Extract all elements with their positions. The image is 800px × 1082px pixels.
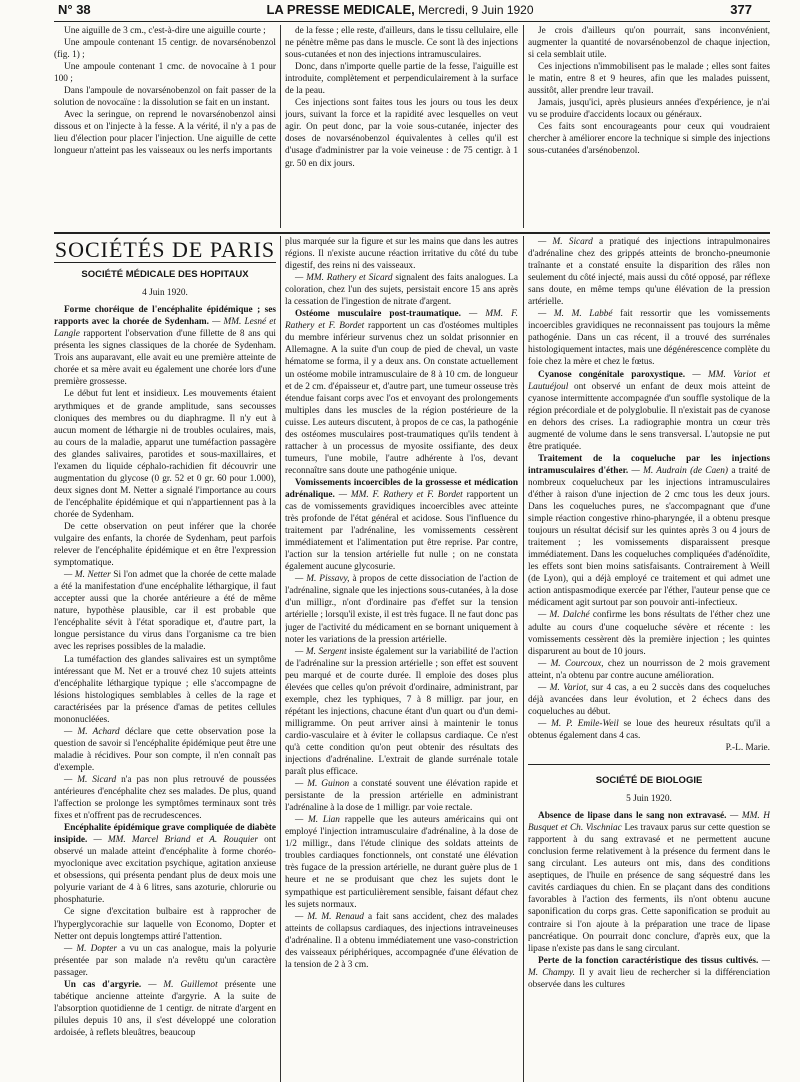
author-names: — M. Audrain (de Caen) bbox=[628, 465, 729, 476]
author-names: — MM. F. Rathery et F. Bordet bbox=[334, 489, 463, 500]
column-2 bbox=[285, 236, 518, 1082]
author-names: — M. M. Labbé bbox=[538, 309, 613, 320]
paragraph bbox=[54, 654, 276, 726]
header-rule bbox=[54, 21, 770, 22]
paragraph-text: Le début fut lent et insidieux. Les mouvements étaient arythmiques et de grande amplitude, sans secousses cloniques des membres ou du diaphragme. Il n'y eut à aucun moment de léthargie ni de troubles oculaires, mais, au cours de la maladie, apparut une tuméfaction passagère des glandes salivaires, parotides et sous-maxillaires, et l'examen du liquide céphalo-rachidien fit découvrir une augmentation du glycose (0 gr. 52 et 0 gr. 60 pour 1.000), deux signes dont M. Netter a signalé l'importance au cours de l'encéphalite épidémique et qui n'appartiennent pas à la chorée de Sydenham. bbox=[54, 389, 276, 520]
paragraph-text: chez un nourrisson de 2 mois gravement atteint, n'a obtenu par contre aucune amélioration. bbox=[528, 658, 770, 681]
paragraph bbox=[285, 477, 518, 573]
paragraph-text: à propos de cette dissociation de l'action de l'adrénaline, signale que les injections sous-cutanées, à la dose d'un milligr., n'ont d'ordinaire pas d'effet sur la tension artérielle ; lorsqu'il existe, il est très fugace. Il ne faut donc pas juger de l'activité du médicament en se bornant uniquement à noter les variations de la pression artérielle. bbox=[285, 574, 518, 645]
author-names: — M. Variot, bbox=[538, 682, 589, 693]
paragraph-text: Si l'on admet que la chorée de cette malade a été la manifestation d'une encéphalite léthargique, il faut accepter aussi que la chorée antérieure a été de même nature, hypothèse plausible, car il est probable que l'encéphalite sévit à l'état sporadique et, d'autre part, la longue persistance du virus dans l'organisme ca tre bien avec les reprises possibles de la maladie. bbox=[54, 570, 276, 653]
top-column-3 bbox=[528, 25, 770, 231]
paragraph-text: insiste également sur la variabilité de l'action de l'adrénaline sur la pression artérielle ; son effet est souvent peu marqué et de courte durée. Il emploie des doses plus élevées que celles qu'on prévoit d'ordinaire, administrant, par exemple, chez les typhiques, 7 à 8 milligr. par jour, en répétant les injections, chacune étant d'un quart ou d'un demi-milligramme. On peut arriver ainsi à maintenir le tonus cardio-vasculaire et à éviter le collapsus cardiaque. Ce n'est qu'à cette condition qu'on peut obtenir des résultats des injections d'adrénaline. L'extrait de glande surrénale totale paraît plus efficace. bbox=[285, 646, 518, 778]
paragraph-text: Il y avait lieu de rechercher si la différenciation observée dans les cultures bbox=[528, 967, 770, 990]
article-heading: Ostéome musculaire post-traumatique. bbox=[295, 309, 461, 320]
paragraph-text: Ce signe d'excitation bulbaire est à rapprocher de l'hyperglycorachie sur laquelle von Economo, Dopter et Netter ont depuis longtemps attiré l'attention. bbox=[54, 907, 276, 942]
societe-biologie-title: SOCIÉTÉ DE BIOLOGIE bbox=[595, 775, 703, 787]
article-heading: Vomissements incoercibles de la grossesse et médication adrénalique. bbox=[285, 477, 518, 500]
author-names: — MM. Lesné et Langle bbox=[54, 317, 276, 340]
paragraph: Jamais, jusqu'ici, après plusieurs années d'expérience, je n'ai vu se produire d'accidents locaux ou généraux. bbox=[528, 98, 770, 121]
author-names: — M. Dalché bbox=[538, 610, 590, 621]
paragraph bbox=[285, 236, 518, 272]
paragraph: de la fesse ; elle reste, d'ailleurs, dans le tissu cellulaire, elle ne pénètre même pas dans le muscle. Ce sont là des injections sous-cutanées et non des injections intramusculaires. bbox=[285, 26, 518, 61]
top-column-2 bbox=[285, 25, 518, 231]
paragraph bbox=[285, 573, 518, 645]
section-rule bbox=[528, 764, 770, 765]
issue-number: N° 38 bbox=[58, 2, 91, 17]
paragraph-text: ont observé un malade atteint d'encéphalite à forme choréo-myoclonique avec excitation psychique, agitation anxieuse et obsessions, qui présenta pendant plus de deux mois une polyurie variant de 4 à 6 litres, sans azoturie, chlorurie ou phosphaturie. bbox=[54, 835, 276, 906]
paragraph bbox=[54, 979, 276, 1039]
paragraph-text: De cette observation on peut inférer que la chorée vulgaire des enfants, la chorée de Sydenham, peut parfois relever de l'encéphalite épidémique et en être l'expression symptomatique. bbox=[54, 521, 276, 569]
paragraph bbox=[528, 955, 770, 991]
paragraph-text: se loue des heureux résultats qu'il a obtenus également dans 4 cas. bbox=[528, 718, 770, 741]
paragraph bbox=[285, 778, 518, 814]
column-1-body bbox=[54, 304, 276, 1039]
paragraph bbox=[528, 682, 770, 718]
column-3-body bbox=[528, 236, 770, 742]
column-divider bbox=[280, 236, 281, 1082]
author-names: — MM. Rathery et Sicard bbox=[295, 273, 393, 284]
session-date: 4 Juin 1920. bbox=[142, 288, 188, 299]
author-names: — M. Sicard bbox=[64, 774, 117, 785]
author-names: — M. M. Renaud bbox=[295, 911, 364, 922]
paragraph-text: rappelle que les auteurs américains qui ont employé l'injection intramusculaire d'adrénaline, à la dose de 1/2 milligr., dans l'étude clinique des soldats atteints de troubles cardiaques fonctionnels, ont constaté une élévation très fugace de la pression artérielle, ne durant guère plus de 1 heure et ne se produisant que chez les sujets dont le sympathique est particulièrement sensible, faisant défaut chez les sujets normaux. bbox=[285, 815, 518, 910]
paragraph-text: sur 4 cas, a eu 2 succès dans des coqueluches déjà avancées dans leur évolution, et 2 échecs dans des coqueluches au début. bbox=[528, 682, 770, 717]
paragraph bbox=[528, 369, 770, 453]
paragraph bbox=[54, 569, 276, 653]
paragraph: Dans l'ampoule de novarsénobenzol on fait passer de la solution de novocaïne : la dissolution se fait en un instant. bbox=[54, 86, 276, 109]
paragraph-text: La tuméfaction des glandes salivaires est un symptôme intéressant que M. Net er a trouvé chez 10 sujets atteints d'encéphalite léthargique typique ; elle s'accompagne de lésions histologiques semblables à celles de la rage et caractérisées par la présence d'amas de petites cellules mononucléées. bbox=[54, 654, 276, 725]
paragraph: Une aiguille de 3 cm., c'est-à-dire une aiguille courte ; bbox=[64, 26, 266, 36]
session-date: 5 Juin 1920. bbox=[626, 794, 672, 805]
article-heading: Forme choréique de l'encéphalite épidémique ; ses rapports avec la chorée de Sydenham. bbox=[54, 305, 276, 328]
article-heading: Un cas d'argyrie. bbox=[64, 979, 142, 990]
paragraph: Ces injections n'immobilisent pas le malade ; elles sont faites le matin, entre 8 et 9 heures, afin que les malades puissent, aussitôt, aller prendre leur travail. bbox=[528, 62, 770, 97]
paragraph-text: signalent des faits analogues. La coloration, chez l'un des sujets, persistait encore 15 ans après la cessation de l'ingestion de nitrate d'argent. bbox=[285, 273, 518, 308]
section-rule bbox=[54, 232, 770, 234]
paragraph-text: présente une tabétique ancienne atteinte d'argyrie. A la suite de l'absorption quotidienne de 1 centigr. de nitrate d'argent en pilules depuis 10 ans, il s'est développé une coloration ardoisée, à reflets bleuâtres, beaucoup bbox=[54, 979, 276, 1038]
paragraph: Je crois d'ailleurs qu'on pourrait, sans inconvénient, augmenter la quantité de novarsénobenzol de chaque injection, si cela semblait utile. bbox=[528, 26, 770, 61]
author-names: — MM. Variot et Lautuéjoul bbox=[528, 369, 770, 392]
paragraph bbox=[528, 718, 770, 742]
paragraph-text: n'a pas non plus retrouvé de poussées antérieures d'encéphalite chez ses malades. De plus, quand l'affection se prolonge les symptômes terminaux sont très fixes et n'offrent pas de recrudescences. bbox=[54, 774, 276, 822]
page-header bbox=[0, 0, 800, 22]
paragraph bbox=[54, 774, 276, 822]
paragraph: Une ampoule contenant 15 centigr. de novarsénobenzol (fig. 1) ; bbox=[54, 38, 276, 61]
column-divider bbox=[523, 236, 524, 1082]
column-1 bbox=[54, 236, 276, 1082]
article-heading: Traitement de la coqueluche par les injections intramusculaires d'éther. bbox=[528, 453, 770, 476]
paragraph-text: a vu un cas analogue, mais la polyurie présentée par son malade n'a revêtu qu'un caractère passager. bbox=[54, 943, 276, 978]
author-names: — M. Sicard bbox=[538, 237, 593, 247]
author-names: — M. Guillemot bbox=[141, 979, 218, 990]
paragraph-text: plus marquée sur la figure et sur les mains que dans les autres régions. Il n'existe aucune réaction irritative du côté du tube digestif, des reins ni des vaisseaux. bbox=[285, 237, 518, 272]
paragraph-text: Les travaux parus sur cette question se rapportent à du sang extravasé et ne permettent aucune conclusion ferme relativement à la présence du ferment dans le sang circulant. Les auteurs ont mis, dans des conditions aseptiques, de l'huile en présence de sang séquestré dans les cavités cardiaques du chien. En se plaçant dans des conditions favorables à l'action des ferments, ils n'ont obtenu aucune saponification du corps gras. Cette saponification se produit au contraire si l'on ajoute à la préparation une trace de lipase pancréatique. On pourrait donc conclure, d'après eux, que la lipase n'existe pas dans le sang circulant. bbox=[528, 823, 770, 954]
paragraph bbox=[528, 658, 770, 682]
societe-hopitaux-title: SOCIÉTÉ MÉDICALE DES HOPITAUX bbox=[81, 269, 249, 281]
paragraph bbox=[54, 822, 276, 906]
page-number: 377 bbox=[730, 2, 752, 17]
paragraph-text: a traité de nombreux coquelucheux par les injections intramusculaires d'éther à raison d'une injection de 2 cmc tous les deux jours. Dans les coqueluches pures, ne s'accompagnant que d'une simple réaction congestive rhino-pharyngée, il a obtenu presque toujours un résultat décisif sur les quintes après 3 ou 4 jours de traitement ; les vomissements disparaissent presque immédiatement. Dans les coqueluches compliquées d'adénoïdite, les effets sont bien moins satisfaisants. Contrairement à Weill (de Lyon), qui a déjà employé ce traitement et qui admet une action antispasmodique exercée par l'éther, l'auteur pense que ce médicament agit surtout par son pouvoir anti-infectieux. bbox=[528, 465, 770, 609]
paragraph bbox=[54, 726, 276, 774]
paragraph bbox=[528, 453, 770, 610]
paragraph bbox=[528, 810, 770, 955]
signature: P.-L. Marie. bbox=[725, 742, 770, 753]
paragraph-text: rapportent un cas de vomissements gravidiques incoercibles avec atteinte très profonde de l'état général et acidose. Sous l'influence du traitement par l'adrénaline, les vomissements cessèrent immédiatement et l'alimentation put être reprise. Par contre, l'action sur la tension artérielle fut nulle ; on ne constata également aucune glycosurie. bbox=[285, 489, 518, 573]
paragraph-text: ont observé un enfant de deux mois atteint de cyanose intermittente accompagnée d'un souffle systolique de la région précordiale et de polyglobulie. Il n'existait pas de cyanose en dehors des crises. La radiographie montra un cœur très augmenté de volume dans le sens transversal. L'autopsie ne put être pratiquée. bbox=[528, 381, 770, 452]
paragraph bbox=[285, 308, 518, 477]
article-heading: Perte de la fonction caractéristique des tissus cultivés. bbox=[538, 955, 759, 966]
author-names: — M. P. Emile-Weil bbox=[538, 718, 619, 729]
author-names: — M. Achard bbox=[64, 726, 120, 737]
paragraph: Donc, dans n'importe quelle partie de la fesse, l'aiguille est introduite, complètement et perpendiculairement à la surface de la peau. bbox=[285, 62, 518, 97]
author-names: — MM. H Busquet et Ch. Vischniac bbox=[528, 811, 770, 834]
paragraph bbox=[54, 521, 276, 569]
paragraph-text: fait ressortir que les vomissements incoercibles gravidiques ne reconnaissent pas toujours la même pathogénie. Dans un cas récent, il a trouvé des surrénales histologiquement intactes, mais une dégénérescence complète du foie chez la mère et chez le fœtus. bbox=[528, 309, 770, 368]
paragraph bbox=[285, 272, 518, 308]
paragraph bbox=[54, 906, 276, 942]
paragraph bbox=[528, 236, 770, 308]
paragraph bbox=[528, 308, 770, 368]
paragraph bbox=[285, 911, 518, 971]
journal-title: LA PRESSE MEDICALE, Mercredi, 9 Juin 1920 bbox=[266, 2, 534, 17]
paragraph: Une ampoule contenant 1 cmc. de novocaïne à 1 pour 100 ; bbox=[54, 62, 276, 85]
author-names: — M. Dopter bbox=[64, 943, 117, 954]
author-names: — MM. Marcel Briand et A. Rouquier bbox=[87, 835, 258, 846]
paragraph bbox=[54, 388, 276, 521]
title-rule bbox=[54, 262, 276, 263]
paragraph-text: a constaté souvent une élévation rapide et persistante de la pression artérielle en administrant l'adrénaline à la dose de 1 milligr. par voie rectale. bbox=[285, 779, 518, 814]
paragraph bbox=[285, 814, 518, 910]
author-names: — M. Sergent bbox=[295, 646, 347, 657]
paragraph-text: a fait sans accident, chez des malades atteints de collapsus cardiaques, des injections intraveineuses d'adrénaline. Il a obtenu immédiatement une vaso-constriction des vaisseaux périphériques, accompagnée d'une élévation de la tension de 2 à 3 cm. bbox=[285, 911, 518, 970]
paragraph-text: déclare que cette observation pose la question de savoir si l'encéphalite épidémique peut être une maladie à récidives. Pour son compte, il n'en connaît pas d'exemple. bbox=[54, 726, 276, 773]
article-heading: Absence de lipase dans le sang non extravasé. bbox=[538, 811, 727, 822]
issue-date: Mercredi, 9 Juin 1920 bbox=[414, 3, 534, 17]
paragraph: Ces faits sont encourageants pour ceux qui voudraient chercher à améliorer encore la technique si simple des injections sous-cutanées d'arsénobenzol. bbox=[528, 122, 770, 157]
author-names: — M. Guinon bbox=[295, 779, 350, 790]
paragraph bbox=[54, 943, 276, 979]
article-heading: Cyanose congénitale paroxystique. bbox=[538, 369, 686, 380]
paragraph: Ces injections sont faites tous les jours ou tous les deux jours, suivant la force et la rapidité avec lesquelles on veut agir. On peut donc, par la voie sous-cutanée, injecter des doses de novarsénobenzol équivalentes à celles qu'il est d'usage d'administrer par la voie veineuse : de 75 centigr. à 1 gr. 50 en dix jours. bbox=[285, 98, 518, 169]
author-names: — MM. F. Rathery et F. Bordet bbox=[285, 309, 518, 332]
paragraph: Avec la seringue, on reprend le novarsénobenzol ainsi dissous et on l'injecte à la fesse. A la vérité, il n'y a pas de lieu d'élection pour placer l'injection. Une aiguille de cette longueur n'atteint pas les vaisseaux ou les nerfs importants bbox=[54, 110, 276, 157]
column-divider bbox=[523, 25, 524, 228]
column-3 bbox=[528, 236, 770, 1082]
paragraph bbox=[285, 646, 518, 779]
paragraph-text: a pratiqué des injections intrapulmonaires d'adrénaline chez des grippés atteints de broncho-pneumonie traînante et a constaté ensuite la disparition des râles non seulement du côté injecté, mais aussi du côté opposé, par réflexe sans doute, en même temps qu'une élévation de la pression artérielle. bbox=[528, 237, 770, 308]
paragraph-text: confirme les bons résultats de l'éther chez une adulte au cours d'une coqueluche sévère et récente : les vomissements cessèrent dès la première injection ; les quintes disparurent au bout de 10 jours. bbox=[528, 610, 770, 657]
author-names: — M. Pissavy, bbox=[295, 574, 350, 585]
column-divider bbox=[280, 25, 281, 228]
paragraph-text: rapportent l'observation d'une fillette de 8 ans qui présenta les signes classiques de la chorée de Sydenham. Trois ans auparavant, elle avait eu une première atteinte de chorée et sa mère avait eu également une chorée lors d'une première grossesse. bbox=[54, 329, 276, 388]
author-names: — M. Lian bbox=[295, 815, 340, 826]
top-column-1 bbox=[54, 25, 276, 231]
author-names: — M. Champy. bbox=[528, 955, 770, 978]
article-heading: Encéphalite épidémique grave compliquée de diabète insipide. bbox=[54, 823, 276, 846]
biologie-body bbox=[528, 810, 770, 991]
author-names: — M. Netter bbox=[64, 570, 111, 581]
paragraph bbox=[528, 609, 770, 657]
paragraph bbox=[54, 304, 276, 388]
societes-title: SOCIÉTÉS DE PARIS bbox=[54, 237, 276, 262]
paragraph-text: rapportent un cas d'ostéomes multiples du membre inférieur survenus chez un soldat prisonnier en Allemagne. A la suite d'un coup de pied de cheval, un vaste hématome se forma, il y a deux ans. On constate actuellement un ostéome mobile intramusculaire de 8 à 10 cm. de longueur et de 2 cm. d'épaisseur et, d'autre part, une tumeur osseuse très étendue faisant corps avec l'os et envoyant des prolongements multiples dans les muscles de la région postérieure de la cuisse. Les auteurs discutent, à propos de ce cas, la pathogénie des ostéomes musculaires post-traumatiques qu'ils tendent à rattacher à un processus de myosite ossifiante, des deux tumeurs, l'une mobile, l'autre adhérente à l'os, devant reconnaître sans doute une pathogénie unique. bbox=[285, 321, 518, 476]
author-names: — M. Courcoux, bbox=[538, 658, 604, 669]
